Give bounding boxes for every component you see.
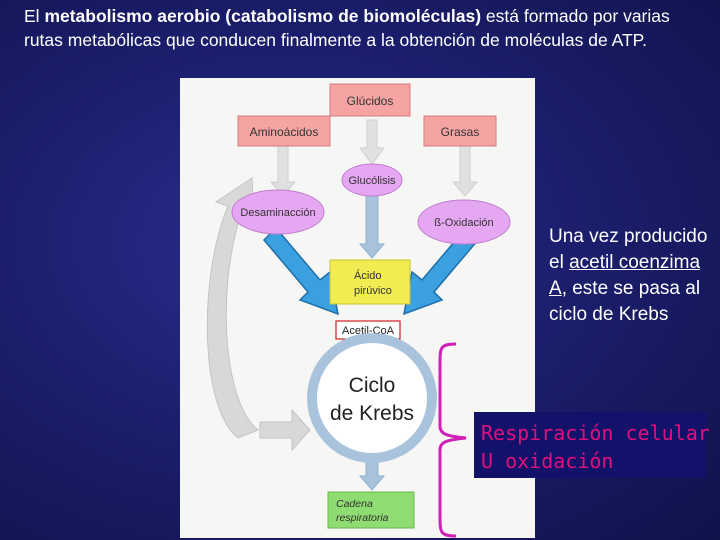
glucolisis-label: Glucólisis bbox=[348, 175, 396, 187]
acido-piruvico-box bbox=[330, 260, 410, 304]
cadena-label-2: respiratoria bbox=[336, 512, 389, 524]
krebs-label-1: Ciclo bbox=[348, 374, 396, 397]
cadena-label-1: Cadena bbox=[336, 498, 373, 510]
grasas-label: Grasas bbox=[440, 125, 480, 139]
acetil-coa-label: Acetil-CoA bbox=[342, 325, 394, 337]
bracket-brace bbox=[426, 340, 476, 540]
intro-paragraph bbox=[24, 4, 704, 52]
acido-label-2: pirúvico bbox=[354, 285, 392, 297]
intro-bold: metabolismo aerobio (catabolismo de biomoléculas) bbox=[44, 6, 482, 26]
blue-arrow-left bbox=[264, 228, 338, 314]
respiracion-line-1: Respiración celular bbox=[481, 421, 710, 445]
acido-label-1: Ácido bbox=[354, 270, 382, 282]
intro-suffix: está formado por varias rutas metabólicas que conducen finalmente a la obtención de moléculas de ATP. bbox=[24, 6, 670, 50]
beta-oxidacion-label: ß-Oxidación bbox=[434, 217, 494, 229]
arrow-glucolisis-acido bbox=[360, 196, 384, 258]
acetil-note bbox=[549, 224, 714, 328]
arrow-amino-desam bbox=[271, 144, 295, 196]
desaminacion-label: Desaminacción bbox=[240, 207, 316, 219]
note-link: acetil coenzima A bbox=[549, 252, 701, 299]
arrow-grasas-beta bbox=[453, 144, 477, 196]
krebs-cycle-ring bbox=[312, 338, 432, 458]
note-text-2: , este se pasa al ciclo de Krebs bbox=[549, 278, 701, 325]
intro-prefix: El bbox=[24, 6, 45, 26]
arrow-glucidos-glucolisis bbox=[360, 120, 384, 164]
aminoacidos-label: Aminoácidos bbox=[249, 125, 319, 139]
respiracion-line-2: U oxidación bbox=[481, 449, 614, 473]
glucidos-label: Glúcidos bbox=[346, 94, 394, 108]
note-text-1: Una vez producido el bbox=[549, 226, 708, 273]
feedback-arrow-bottom bbox=[260, 410, 310, 450]
krebs-label-2: de Krebs bbox=[329, 402, 415, 425]
